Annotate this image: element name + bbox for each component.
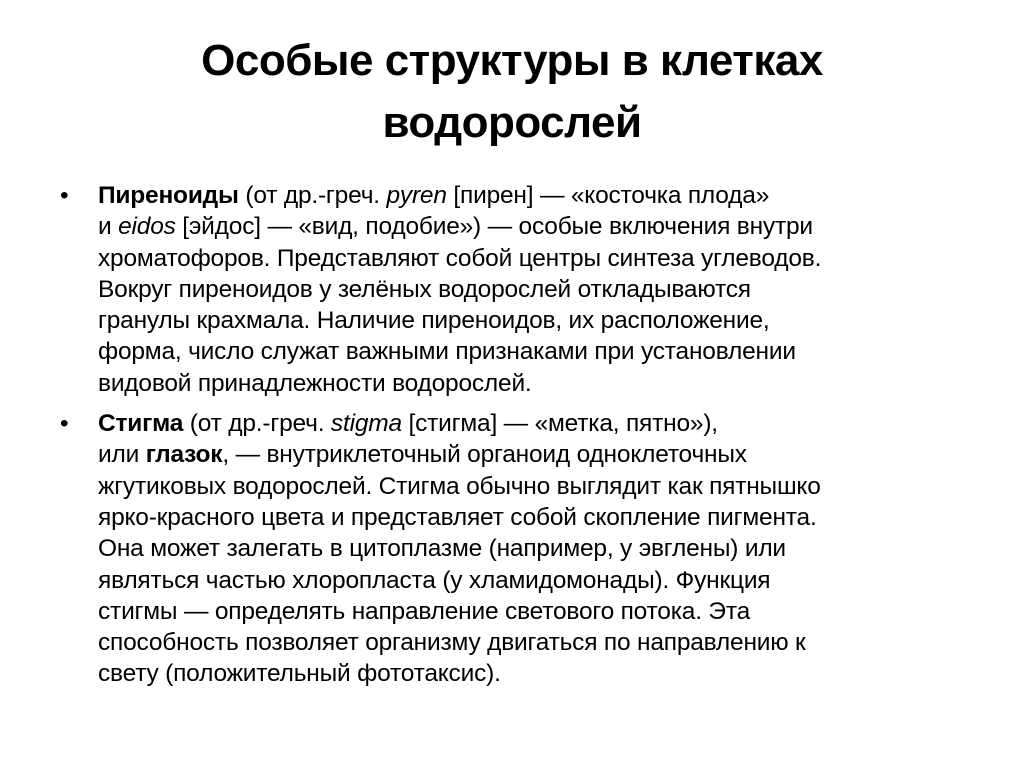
bullet-text-line: [98, 471, 970, 502]
slide-title-line-2: водорослей: [382, 98, 642, 147]
bullet-text-line: [98, 211, 970, 242]
bullet-text-line: [98, 533, 970, 564]
bullet-text-line: [98, 336, 970, 367]
term-text: Стигма: [98, 410, 184, 438]
bullet-text-line: [98, 305, 970, 336]
bullet-text-line: [98, 408, 970, 439]
transliteration-text: eidos: [118, 213, 176, 241]
body-text: Она может залегать в цитоплазме (например, у эвглены) или: [98, 535, 786, 563]
body-text: стигмы — определять направление светового потока. Эта: [98, 597, 751, 625]
body-text: [эйдос] — «вид, подобие») — особые включения внутри: [175, 213, 813, 241]
body-text: видовой принадлежности водорослей.: [98, 369, 532, 397]
bullet-text-line: [98, 596, 970, 627]
slide-title: [100, 30, 924, 154]
bullet-item: [60, 180, 970, 399]
body-text: жгутиковых водорослей. Стигма обычно выглядит как пятнышко: [98, 472, 821, 500]
bullet-text-line: [98, 274, 970, 305]
body-text: (от др.-греч.: [183, 410, 331, 438]
body-text: и: [98, 213, 119, 241]
slide-title-line-1: Особые структуры в клетках: [201, 36, 823, 85]
body-text: [пирен] — «косточка плода»: [446, 182, 770, 209]
transliteration-text: pyren: [386, 182, 447, 209]
body-text: [стигма] — «метка, пятно»),: [401, 410, 718, 438]
body-text: форма, число служат важными признаками при установлении: [98, 338, 796, 366]
bullet-list: [60, 180, 970, 699]
transliteration-text: stigma: [330, 410, 402, 438]
bullet-text-line: [98, 368, 970, 399]
term-text: глазок: [145, 441, 223, 469]
body-text: свету (положительный фототаксис).: [98, 660, 501, 688]
term-text: Пиреноиды: [98, 182, 239, 209]
body-text: , — внутриклеточный органоид одноклеточных: [222, 441, 747, 469]
bullet-text-line: [98, 502, 970, 533]
bullet-text-line: [98, 439, 970, 470]
body-text: (от др.-греч.: [238, 182, 387, 209]
body-text: гранулы крахмала. Наличие пиреноидов, их расположение,: [98, 307, 770, 335]
bullet-item: [60, 408, 970, 690]
body-text: являться частью хлоропласта (у хламидомонады). Функция: [98, 566, 771, 594]
body-text: способность позволяет организму двигаться по направлению к: [98, 629, 806, 657]
bullet-text-line: [98, 565, 970, 596]
bullet-text-line: [98, 658, 970, 689]
bullet-marker: •: [60, 182, 69, 209]
bullet-text-line: [98, 627, 970, 658]
body-text: Вокруг пиреноидов у зелёных водорослей откладываются: [98, 275, 751, 303]
body-text: ярко-красного цвета и представляет собой скопление пигмента.: [98, 503, 817, 531]
bullet-text-line: [98, 243, 970, 274]
body-text: или: [98, 441, 146, 469]
bullet-text-line: [98, 180, 970, 211]
bullet-marker: •: [60, 410, 69, 438]
body-text: хроматофоров. Представляют собой центры синтеза углеводов.: [98, 244, 822, 272]
